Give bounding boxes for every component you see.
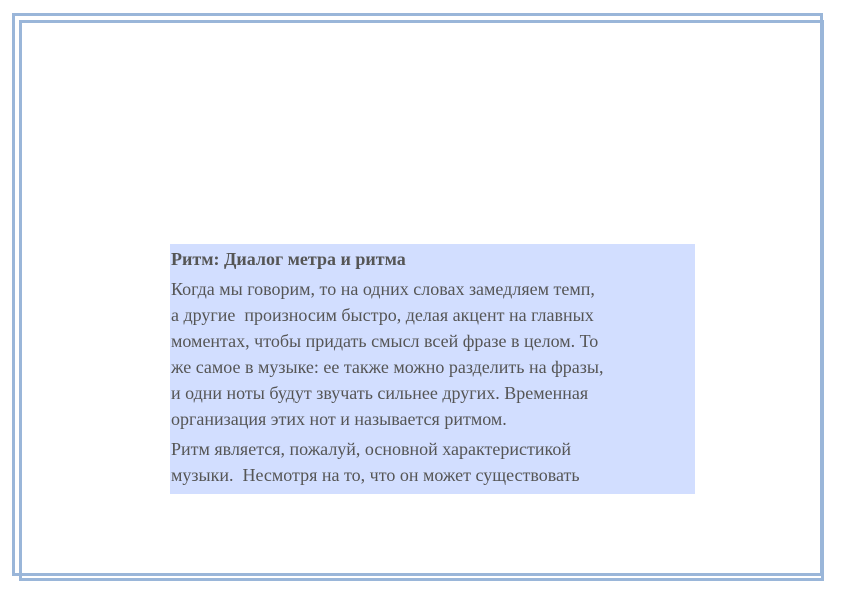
paragraph-line: же самое в музыке: ее также можно разделить на фразы, (171, 357, 604, 377)
paragraph-line: и одни ноты будут звучать сильнее других. Временная (171, 383, 589, 403)
paragraph-2 (171, 436, 695, 488)
section-title: Ритм: Диалог метра и ритма (171, 249, 406, 269)
paragraph-line: организация этих нот и называется ритмом. (171, 409, 507, 429)
paragraph-line: Ритм является, пожалуй, основной характеристикой (171, 439, 571, 459)
paragraph-line: Когда мы говорим, то на одних словах замедляем темп, (171, 279, 595, 299)
highlighted-text-block (170, 244, 695, 494)
paragraph-line: моментах, чтобы придать смысл всей фразе в целом. То (171, 331, 599, 351)
paragraph-line: музыки. Несмотря на то, что он может существовать (171, 465, 580, 485)
paragraph-line: а другие произносим быстро, делая акцент на главных (171, 305, 594, 325)
paragraph-1 (171, 276, 695, 432)
